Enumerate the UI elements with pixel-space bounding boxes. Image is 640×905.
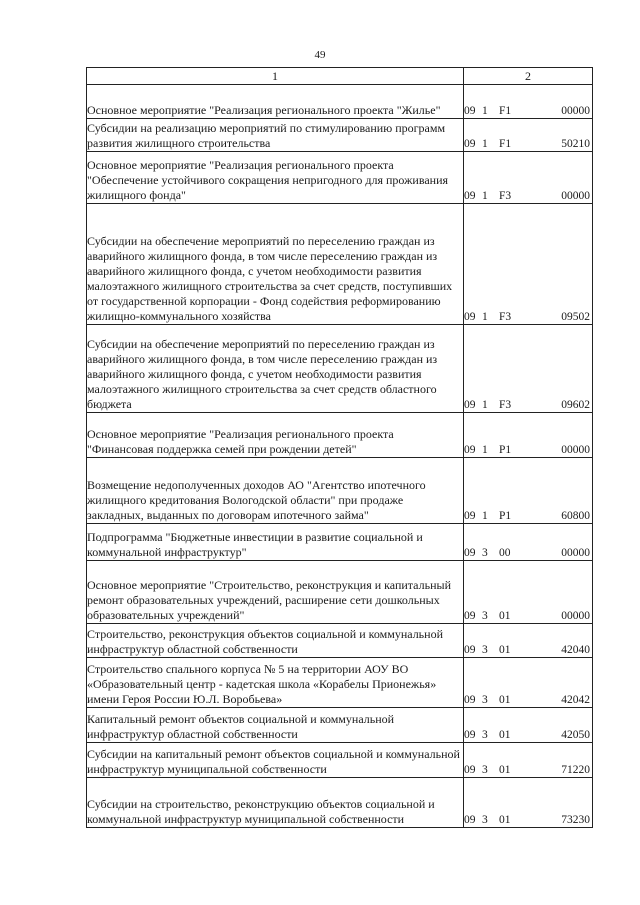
code-program: 09 xyxy=(464,814,476,826)
row-code xyxy=(464,561,593,624)
row-description: Основное мероприятие "Реализация регионального проекта "Жилье" xyxy=(87,85,464,119)
row-description: Субсидии на реализацию мероприятий по стимулированию программ развития жилищного строительства xyxy=(87,119,464,152)
code-subprogram: 1 xyxy=(482,190,488,202)
code-program: 09 xyxy=(464,610,476,622)
code-event: F3 xyxy=(499,190,512,202)
header-row xyxy=(87,68,593,85)
row-description: Возмещение недополученных доходов АО "Агентство ипотечного жилищного кредитования Вологодской области" при продаже закладных, выданных по договорам ипотечного займа" xyxy=(87,458,464,524)
code-program: 09 xyxy=(464,729,476,741)
row-description: Подпрограмма "Бюджетные инвестиции в развитие социальной и коммунальной инфраструктур" xyxy=(87,524,464,561)
code-program: 09 xyxy=(464,311,476,323)
row-description: Основное мероприятие "Строительство, реконструкция и капитальный ремонт образовательных учреждений, расширение сети дошкольных образовательных учреждений" xyxy=(87,561,464,624)
row-code xyxy=(464,413,593,458)
code-subprogram: 1 xyxy=(482,311,488,323)
table-row xyxy=(87,561,593,624)
code-event: F3 xyxy=(499,311,512,323)
row-description: Строительство спального корпуса № 5 на территории АОУ ВО «Образовательный центр - кадетская школа «Корабелы Прионежья» имени Героя России Ю.Л. Воробьева» xyxy=(87,658,464,708)
table-row xyxy=(87,85,593,119)
table-row xyxy=(87,778,593,828)
row-description: Основное мероприятие "Реализация регионального проекта "Обеспечение устойчивого сокращения непригодного для проживания жилищного фонда" xyxy=(87,152,464,204)
code-event: 01 xyxy=(499,764,511,776)
code-event: 01 xyxy=(499,644,511,656)
code-direction: 42040 xyxy=(561,644,590,656)
code-direction: 00000 xyxy=(561,105,590,117)
code-program: 09 xyxy=(464,510,476,522)
code-program: 09 xyxy=(464,444,476,456)
code-program: 09 xyxy=(464,644,476,656)
row-description: Субсидии на капитальный ремонт объектов социальной и коммунальной инфраструктур муниципальной собственности xyxy=(87,743,464,778)
code-subprogram: 1 xyxy=(482,510,488,522)
code-event: 01 xyxy=(499,694,511,706)
code-direction: 42042 xyxy=(561,694,590,706)
code-event: 01 xyxy=(499,610,511,622)
table-row xyxy=(87,708,593,743)
row-description: Субсидии на строительство, реконструкцию объектов социальной и коммунальной инфраструктур муниципальной собственности xyxy=(87,778,464,828)
code-direction: 00000 xyxy=(561,444,590,456)
table-row xyxy=(87,524,593,561)
row-code xyxy=(464,458,593,524)
table-row xyxy=(87,658,593,708)
code-subprogram: 1 xyxy=(482,399,488,411)
row-code xyxy=(464,624,593,658)
column-header-2: 2 xyxy=(464,68,593,85)
code-program: 09 xyxy=(464,547,476,559)
code-program: 09 xyxy=(464,105,476,117)
code-program: 09 xyxy=(464,138,476,150)
row-description: Строительство, реконструкция объектов социальной и коммунальной инфраструктур областной собственности xyxy=(87,624,464,658)
row-code xyxy=(464,152,593,204)
table-row xyxy=(87,152,593,204)
code-subprogram: 3 xyxy=(482,610,488,622)
table-row xyxy=(87,413,593,458)
code-subprogram: 3 xyxy=(482,729,488,741)
table-row xyxy=(87,325,593,413)
code-direction: 50210 xyxy=(561,138,590,150)
row-description: Субсидии на обеспечение мероприятий по переселению граждан из аварийного жилищного фонда, в том числе переселению граждан из аварийного жилищного фонда, с учетом необходимости развития малоэтажного жилищного строительства за счет средств областного бюджета xyxy=(87,325,464,413)
code-program: 09 xyxy=(464,764,476,776)
code-subprogram: 1 xyxy=(482,105,488,117)
row-code xyxy=(464,524,593,561)
code-direction: 00000 xyxy=(561,547,590,559)
code-subprogram: 1 xyxy=(482,138,488,150)
code-program: 09 xyxy=(464,694,476,706)
row-code xyxy=(464,743,593,778)
row-description: Основное мероприятие "Реализация регионального проекта "Финансовая поддержка семей при рождении детей" xyxy=(87,413,464,458)
row-code xyxy=(464,708,593,743)
row-code xyxy=(464,325,593,413)
code-direction: 00000 xyxy=(561,190,590,202)
table-row xyxy=(87,119,593,152)
code-direction: 09502 xyxy=(561,311,590,323)
row-code xyxy=(464,778,593,828)
row-description: Капитальный ремонт объектов социальной и коммунальной инфраструктур областной собственности xyxy=(87,708,464,743)
row-code xyxy=(464,658,593,708)
code-event: F1 xyxy=(499,138,512,150)
table-row xyxy=(87,458,593,524)
code-direction: 60800 xyxy=(561,510,590,522)
code-subprogram: 3 xyxy=(482,764,488,776)
table-row xyxy=(87,204,593,325)
table-row xyxy=(87,624,593,658)
column-header-1: 1 xyxy=(87,68,464,85)
row-code xyxy=(464,85,593,119)
page-number: 49 xyxy=(314,49,326,61)
code-direction: 73230 xyxy=(561,814,590,826)
code-direction: 42050 xyxy=(561,729,590,741)
row-code xyxy=(464,119,593,152)
code-event: 01 xyxy=(499,814,511,826)
code-subprogram: 3 xyxy=(482,814,488,826)
code-event: F1 xyxy=(499,105,512,117)
budget-table xyxy=(86,67,593,828)
code-direction: 00000 xyxy=(561,610,590,622)
code-direction: 71220 xyxy=(561,764,590,776)
code-subprogram: 3 xyxy=(482,644,488,656)
row-code xyxy=(464,204,593,325)
code-event: F3 xyxy=(499,399,512,411)
code-program: 09 xyxy=(464,399,476,411)
code-subprogram: 3 xyxy=(482,547,488,559)
code-program: 09 xyxy=(464,190,476,202)
code-subprogram: 3 xyxy=(482,694,488,706)
code-subprogram: 1 xyxy=(482,444,488,456)
code-direction: 09602 xyxy=(561,399,590,411)
row-description: Субсидии на обеспечение мероприятий по переселению граждан из аварийного жилищного фонда, в том числе переселению граждан из аварийного жилищного фонда, с учетом необходимости развития малоэтажного жилищного строительства за счет средств, поступивших от государственной корпорации - Фонд содействия реформированию жилищно-коммунального хозяйства xyxy=(87,204,464,325)
code-event: 01 xyxy=(499,729,511,741)
code-event: P1 xyxy=(499,510,512,522)
code-event: P1 xyxy=(499,444,512,456)
code-event: 00 xyxy=(499,547,511,559)
table-row xyxy=(87,743,593,778)
